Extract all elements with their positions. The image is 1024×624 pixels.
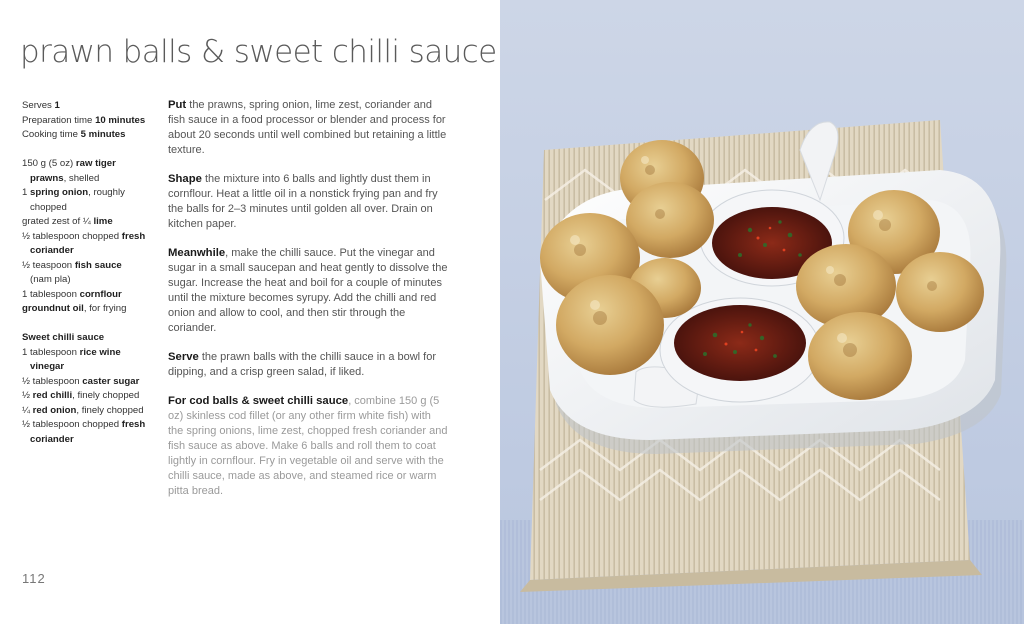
left-page <box>0 0 500 624</box>
ingredient-line: 150 g (5 oz) raw tiger <box>22 158 116 169</box>
method-step: Meanwhile, make the chilli sauce. Put the vinegar and sugar in a small saucepan and heat gently to dissolve the sugar. Increase the heat and boil for a couple of minutes until the mixture becomes syrupy. Add the chilli and red onion and allow to cool, and then stir through the coriander. <box>168 247 448 334</box>
spacer <box>22 317 157 332</box>
method-step: Shape the mixture into 6 balls and lightly dust them in cornflour. Heat a little oil in a nonstick frying pan and fry the balls for 2–3 minutes until golden all over. Drain on kitchen paper. <box>168 173 438 230</box>
ingredient-line: ½ tablespoon chopped fresh <box>22 419 146 430</box>
variation-paragraph: For cod balls & sweet chilli sauce, combine 150 g (5 oz) skinless cod fillet (or any other firm white fish) with the spring onions, lime zest, chopped fresh coriander and fish sauce as above. Make 6 balls and roll them to coat lightly in cornflour. Fry in vegetable oil and serve with the chilli sauce, made as above, and steamed rice or warm pitta bread. <box>168 395 448 497</box>
method-step: Serve the prawn balls with the chilli sauce in a bowl for dipping, and a crisp green salad, if liked. <box>168 351 437 378</box>
ingredient-line: ½ teaspoon fish sauce <box>22 259 122 271</box>
spacer <box>22 143 157 158</box>
ingredient-line: 1 tablespoon cornflour <box>22 288 122 300</box>
ingredient-list <box>22 157 157 317</box>
ingredient-line: (nam pla) <box>30 274 71 285</box>
ingredient-line: coriander <box>30 433 74 445</box>
method-steps <box>168 98 448 380</box>
ingredient-line: groundnut oil, for frying <box>22 303 127 314</box>
ingredient-line: grated zest of ¼ lime <box>22 216 113 227</box>
prep-time-line: Preparation time 10 minutes <box>22 114 146 126</box>
method-step: Put the prawns, spring onion, lime zest, coriander and fish sauce in a food processor or blender and process for about 20 seconds until well combined but retaining a little texture. <box>168 99 447 156</box>
recipe-photo <box>500 0 1024 624</box>
ingredient-line: ½ red chilli, finely chopped <box>22 390 140 401</box>
serves-line: Serves 1 <box>22 100 60 111</box>
ingredient-line: coriander <box>30 245 74 256</box>
ingredient-line: 1 tablespoon rice wine <box>22 346 121 358</box>
ingredient-line: ½ tablespoon chopped fresh <box>22 230 146 242</box>
ingredient-line: ¼ red onion, finely chopped <box>22 404 144 416</box>
ingredient-line: ½ tablespoon caster sugar <box>22 375 140 387</box>
page-number: 112 <box>22 571 46 586</box>
ingredients-column <box>22 99 157 447</box>
sauce-ingredient-list <box>22 346 157 448</box>
food-photo-illustration <box>500 0 1024 624</box>
ingredient-line: vinegar <box>30 361 65 372</box>
cook-time-line: Cooking time 5 minutes <box>22 129 126 140</box>
ingredient-line: prawns, shelled <box>30 172 100 184</box>
sauce-heading: Sweet chilli sauce <box>22 332 105 343</box>
ingredient-line: 1 spring onion, roughly <box>22 187 125 198</box>
method-column <box>168 98 448 513</box>
ingredient-line: chopped <box>30 201 67 213</box>
recipe-title: prawn balls & sweet chilli sauce <box>20 34 497 70</box>
